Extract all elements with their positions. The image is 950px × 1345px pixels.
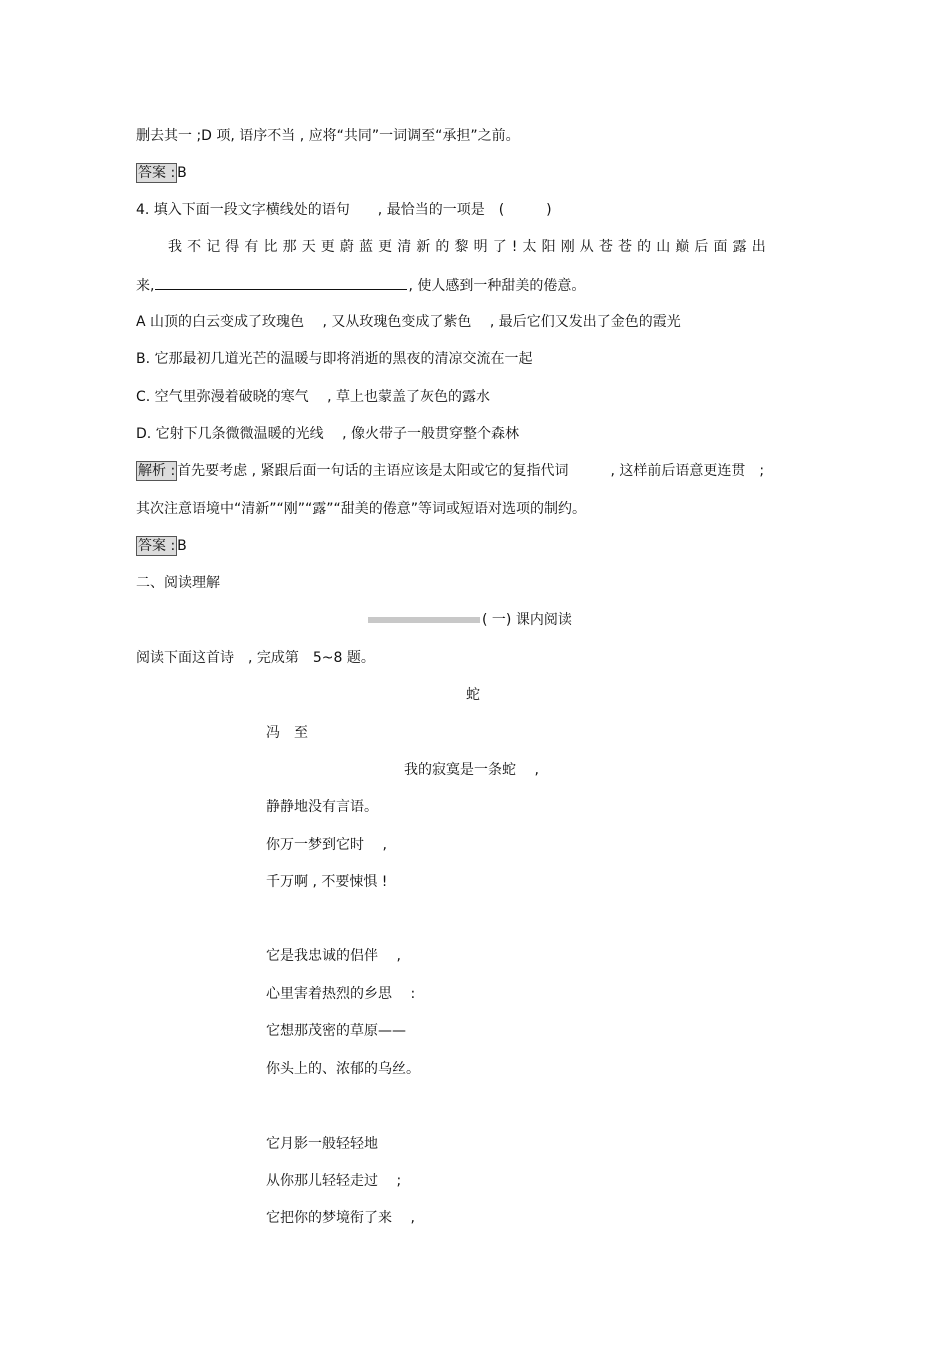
poem-line: 它是我忠诚的侣伴 , [266, 948, 401, 964]
poem-line: 它把你的梦境衔了来 , [266, 1210, 415, 1226]
poem-line: 静静地没有言语。 [266, 799, 378, 815]
decorative-bar [368, 617, 480, 623]
answer-label: 答案 : [138, 538, 176, 554]
q4-analysis-line2: 其次注意语境中“清新”“刚”“露”“甜美的倦意”等词或短语对选项的制约。 [136, 501, 587, 517]
poem-line: 心里害着热烈的乡思 : [266, 986, 416, 1002]
fill-in-blank [155, 275, 407, 290]
poem-line: 它月影一般轻轻地 [266, 1136, 378, 1152]
option-c: C. 空气里弥漫着破晓的寒气 , 草上也蒙盖了灰色的露水 [136, 389, 491, 405]
q4-passage-line1: 我不记得有比那天更蔚蓝更清新的黎明了!太阳刚从苍苍的山巅后面露出 [168, 239, 771, 255]
option-d: D. 它射下几条微微温暖的光线 , 像火带子一般贯穿整个森林 [136, 426, 520, 442]
analysis-text: 首先要考虑 , 紧跟后面一句话的主语应该是太阳或它的复指代词 , 这样前后语意更连贯 ; [177, 463, 765, 479]
reading-instruction: 阅读下面这首诗 , 完成第 5~8 题。 [136, 650, 375, 666]
q4-passage-line2 [136, 275, 585, 296]
option-a: A 山顶的白云变成了玫瑰色 , 又从玫瑰色变成了紫色 , 最后它们又发出了金色的霞光 [136, 314, 681, 330]
poem-line: 你头上的、浓郁的乌丝。 [266, 1061, 420, 1077]
answer-label: 答案 : [138, 165, 176, 181]
poem-author: 冯 至 [266, 725, 308, 741]
poem-line: 我的寂寞是一条蛇 , [404, 762, 539, 778]
poem-line: 它想那茂密的草原—— [266, 1023, 406, 1039]
q3-answer [136, 163, 187, 183]
poem-line: 从你那儿轻轻走过 ; [266, 1173, 402, 1189]
q4-answer [136, 536, 187, 556]
passage-suffix: , 使人感到一种甜美的倦意。 [408, 278, 586, 294]
answer-value: B [177, 165, 187, 181]
poem-line: 千万啊 , 不要悚惧 ! [266, 874, 388, 890]
subheading-text: ( 一) 课内阅读 [482, 612, 572, 628]
poem-line: 你万一梦到它时 , [266, 837, 387, 853]
passage-prefix: 来, [136, 278, 155, 294]
q4-analysis-line1 [136, 461, 764, 481]
analysis-label: 解析 : [138, 463, 176, 479]
q4-stem: 4. 填入下面一段文字横线处的语句 , 最恰当的一项是 ( ) [136, 202, 552, 218]
q3-explanation-tail: 删去其一 ;D 项, 语序不当 , 应将“共同”一词调至“承担”之前。 [136, 128, 520, 144]
poem-title: 蛇 [466, 687, 480, 703]
answer-value: B [177, 538, 187, 554]
option-b: B. 它那最初几道光芒的温暖与即将消逝的黑夜的清凉交流在一起 [136, 351, 533, 367]
section-heading: 二、阅读理解 [136, 575, 220, 591]
section-subheading [368, 610, 572, 630]
